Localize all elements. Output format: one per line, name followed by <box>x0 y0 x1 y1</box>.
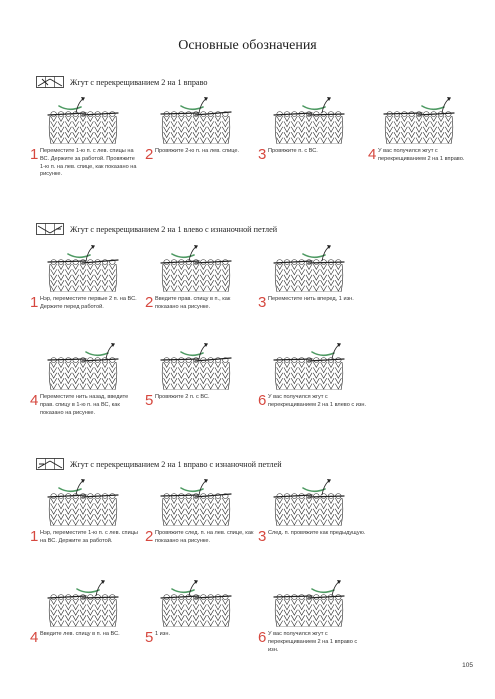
chart-symbol-icon <box>36 458 64 470</box>
step-text: Провяжите п. с ВС. <box>268 148 318 154</box>
step-text: Нэр, переместите первые 2 п. на ВС. Держите перед работой. <box>40 296 137 310</box>
section-header <box>36 75 207 89</box>
step <box>258 476 368 544</box>
knitting-illustration-icon <box>258 94 368 144</box>
knitting-illustration-icon <box>145 577 255 627</box>
step <box>368 94 478 164</box>
step <box>30 476 140 546</box>
section-title: Жгут с перекрещиванием 2 на 1 влево с изнаночной петлей <box>70 224 278 234</box>
knitting-illustration-icon <box>145 242 255 292</box>
step <box>258 340 368 410</box>
step-text: Введите прав. спицу в п., как показано на рисунке. <box>155 296 231 310</box>
step-text: У вас получился жгут с перекрещиванием 2 на 1 вправо с изн. <box>268 631 358 653</box>
step-number: 1 <box>30 146 39 163</box>
page-title: Основные обозначения <box>178 38 317 53</box>
step-number: 4 <box>30 392 39 409</box>
step <box>30 242 140 312</box>
step <box>145 94 255 162</box>
step-number: 3 <box>258 294 267 311</box>
step-number: 4 <box>368 146 377 163</box>
step-text: Провяжите 2-ю п. на лев. спице. <box>155 148 240 154</box>
step-text: У вас получился жгут с перекрещиванием 2 на 1 вправо. <box>378 148 465 162</box>
chart-symbol-icon <box>36 76 64 88</box>
section-header <box>36 222 277 236</box>
section-title: Жгут с перекрещиванием 2 на 1 вправо с изнаночной петлей <box>70 459 282 469</box>
knitting-illustration-icon <box>30 476 140 526</box>
knitting-illustration-icon <box>368 94 478 144</box>
step <box>30 94 140 179</box>
step-number: 5 <box>145 629 154 646</box>
knitting-illustration-icon <box>145 94 255 144</box>
step-text: Нэр, переместите 1-ю п. с лев. спицы на ВС. Держите за работой. <box>40 530 138 544</box>
knitting-illustration-icon <box>258 476 368 526</box>
step-number: 3 <box>258 146 267 163</box>
knitting-illustration-icon <box>145 340 255 390</box>
step-text: У вас получился жгут с перекрещиванием 2 на 1 влево с изн. <box>268 394 367 408</box>
step-number: 3 <box>258 528 267 545</box>
knitting-illustration-icon <box>30 242 140 292</box>
step-text: Переместите 1-ю п. с лев. спицы на ВС. Держите за работой. Провяжите 1-ю п. на лев. спице, как показано на рисунке. <box>40 148 137 178</box>
step <box>258 242 368 310</box>
step-text: Переместите нить назад, введите прав. спицу в 1-ю п. на ВС, как показано на рисунке. <box>40 394 129 416</box>
knitting-illustration-icon <box>145 476 255 526</box>
knitting-illustration-icon <box>30 577 140 627</box>
step-number: 5 <box>145 392 154 409</box>
step-number: 6 <box>258 629 267 646</box>
knitting-illustration-icon <box>30 340 140 390</box>
step-text: След. п. провяжите как предыдущую. <box>268 530 366 536</box>
knitting-illustration-icon <box>258 340 368 390</box>
step-number: 4 <box>30 629 39 646</box>
step <box>145 242 255 312</box>
knitting-illustration-icon <box>258 242 368 292</box>
knitting-illustration-icon <box>30 94 140 144</box>
step <box>258 577 368 654</box>
step-text: 1 изн. <box>155 631 170 637</box>
step <box>258 94 368 162</box>
section-header <box>36 457 282 471</box>
step-number: 1 <box>30 528 39 545</box>
step-text: Провяжите след. п. на лев. спице, как показано на рисунке. <box>155 530 254 544</box>
step <box>30 577 140 645</box>
step-number: 6 <box>258 392 267 409</box>
page-number: 105 <box>462 662 473 669</box>
step <box>145 577 255 645</box>
step-number: 2 <box>145 294 154 311</box>
step-text: Переместите нить вперед, 1 изн. <box>268 296 354 302</box>
knitting-illustration-icon <box>258 577 368 627</box>
section-title: Жгут с перекрещиванием 2 на 1 вправо <box>70 77 208 87</box>
chart-symbol-icon <box>36 223 64 235</box>
step-text: Введите лев. спицу в п. на ВС. <box>40 631 120 637</box>
step <box>145 340 255 408</box>
step-text: Провяжите 2 п. с ВС. <box>155 394 210 400</box>
step <box>145 476 255 546</box>
step-number: 2 <box>145 146 154 163</box>
step <box>30 340 140 417</box>
step-number: 1 <box>30 294 39 311</box>
step-number: 2 <box>145 528 154 545</box>
